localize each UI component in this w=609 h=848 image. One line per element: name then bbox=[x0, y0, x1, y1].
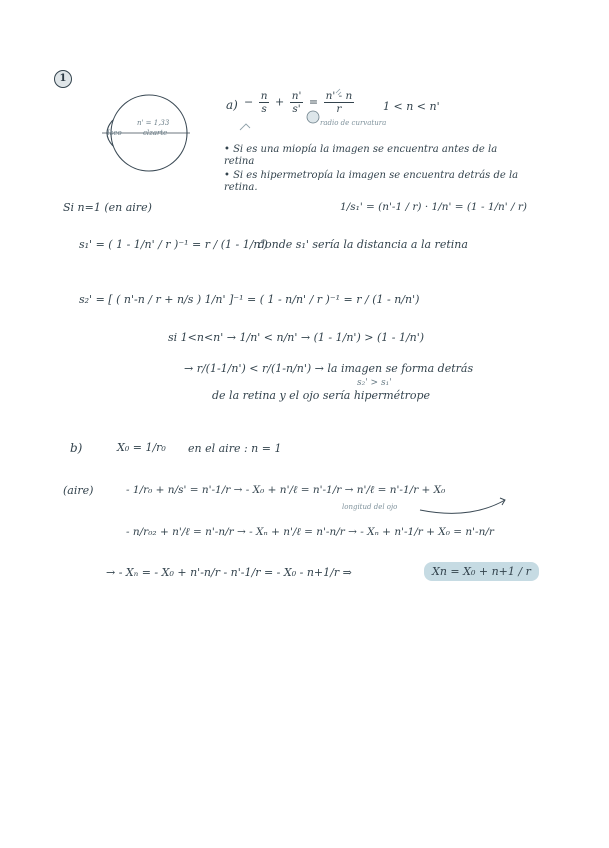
part-b-row-2: - n/r₀₂ + n'/ℓ = n'-n/r → - Xₙ + n'/ℓ = n'-n/r → - Xₙ + n'-1/r + X₀ = n'-n/r bbox=[126, 526, 494, 538]
lens-eq-s-prime: s' bbox=[292, 103, 301, 115]
final-result: Xn = X₀ + n+1 / r bbox=[424, 562, 539, 581]
part-b-row-1: - 1/r₀ + n/s' = n'-1/r → - X₀ + n'/ℓ = n'-1/r → n'/ℓ = n'-1/r + X₀ bbox=[126, 484, 446, 496]
eye-label-choroid: clzarte bbox=[143, 129, 168, 137]
s2-equation: s₂' = [ ( n'-n / r + n/s ) 1/n' ]⁻¹ = ( 1 - n/n' / r )⁻¹ = r / (1 - n/n') bbox=[79, 293, 420, 306]
eye-label-iris: Iseo bbox=[107, 129, 122, 137]
lens-eq-rhs-den: r bbox=[336, 103, 342, 115]
lens-eq-rhs-num: n' - n bbox=[325, 90, 353, 102]
part-a-label: a) bbox=[226, 98, 238, 112]
x0-definition: X₀ = 1/r₀ bbox=[117, 441, 166, 454]
s1-equation: s₁' = ( 1 - 1/n' / r )⁻¹ = r / (1 - 1/n') bbox=[79, 238, 268, 251]
x0-note: en el aire : n = 1 bbox=[188, 442, 282, 455]
if-air: Si n=1 (en aire) bbox=[63, 201, 152, 214]
air-label: (aire) bbox=[63, 484, 94, 497]
bullet-hyperopia: • Si es hipermetropía la imagen se encuentra detrás de la retina. bbox=[224, 170, 519, 193]
inequality-chain-1: si 1<n<n' → 1/n' < n/n' → (1 - 1/n') > (1 - 1/n') bbox=[168, 331, 425, 344]
eye-label-index: n' = 1,33 bbox=[137, 119, 170, 127]
curl-arrow bbox=[420, 498, 505, 513]
lens-equation: − $\frac{n}{s}$ + $\frac{n'}{s'}$ = $\frac{n' - n}{r}$ bbox=[244, 90, 353, 115]
radius-note: radio de curvatura bbox=[320, 119, 387, 127]
inequality-sub: s₂' > s₁' bbox=[357, 378, 392, 388]
condition: 1 < n < n' bbox=[383, 100, 440, 113]
check-mark bbox=[240, 124, 250, 130]
inequality-chain-3: de la retina y el ojo sería hipermétrope bbox=[212, 389, 431, 402]
bullet-myopia: • Si es una miopía la imagen se encuentra antes de la retina bbox=[224, 144, 498, 167]
inequality-chain-2: → r/(1-1/n') < r/(1-n/n') → la imagen se forma detrás bbox=[184, 362, 474, 375]
lens-eq-n-prime: n' bbox=[291, 90, 302, 102]
lens-eq-s: s bbox=[261, 103, 267, 115]
part-b-row-3: → - Xₙ = - X₀ + n'-n/r - n'-1/r = - X₀ - n+1/r ⇒ bbox=[106, 566, 352, 579]
s1-note: donde s₁' sería la distancia a la retina bbox=[258, 238, 468, 251]
lens-eq-n: n bbox=[260, 90, 268, 102]
part-b-label: b) bbox=[70, 441, 83, 455]
problem-number-badge: 1 bbox=[54, 70, 72, 88]
length-note: longitud del ojo bbox=[342, 503, 398, 511]
air-equation: 1/s₁' = (n'-1 / r) · 1/n' = (1 - 1/n' / r) bbox=[340, 201, 528, 213]
